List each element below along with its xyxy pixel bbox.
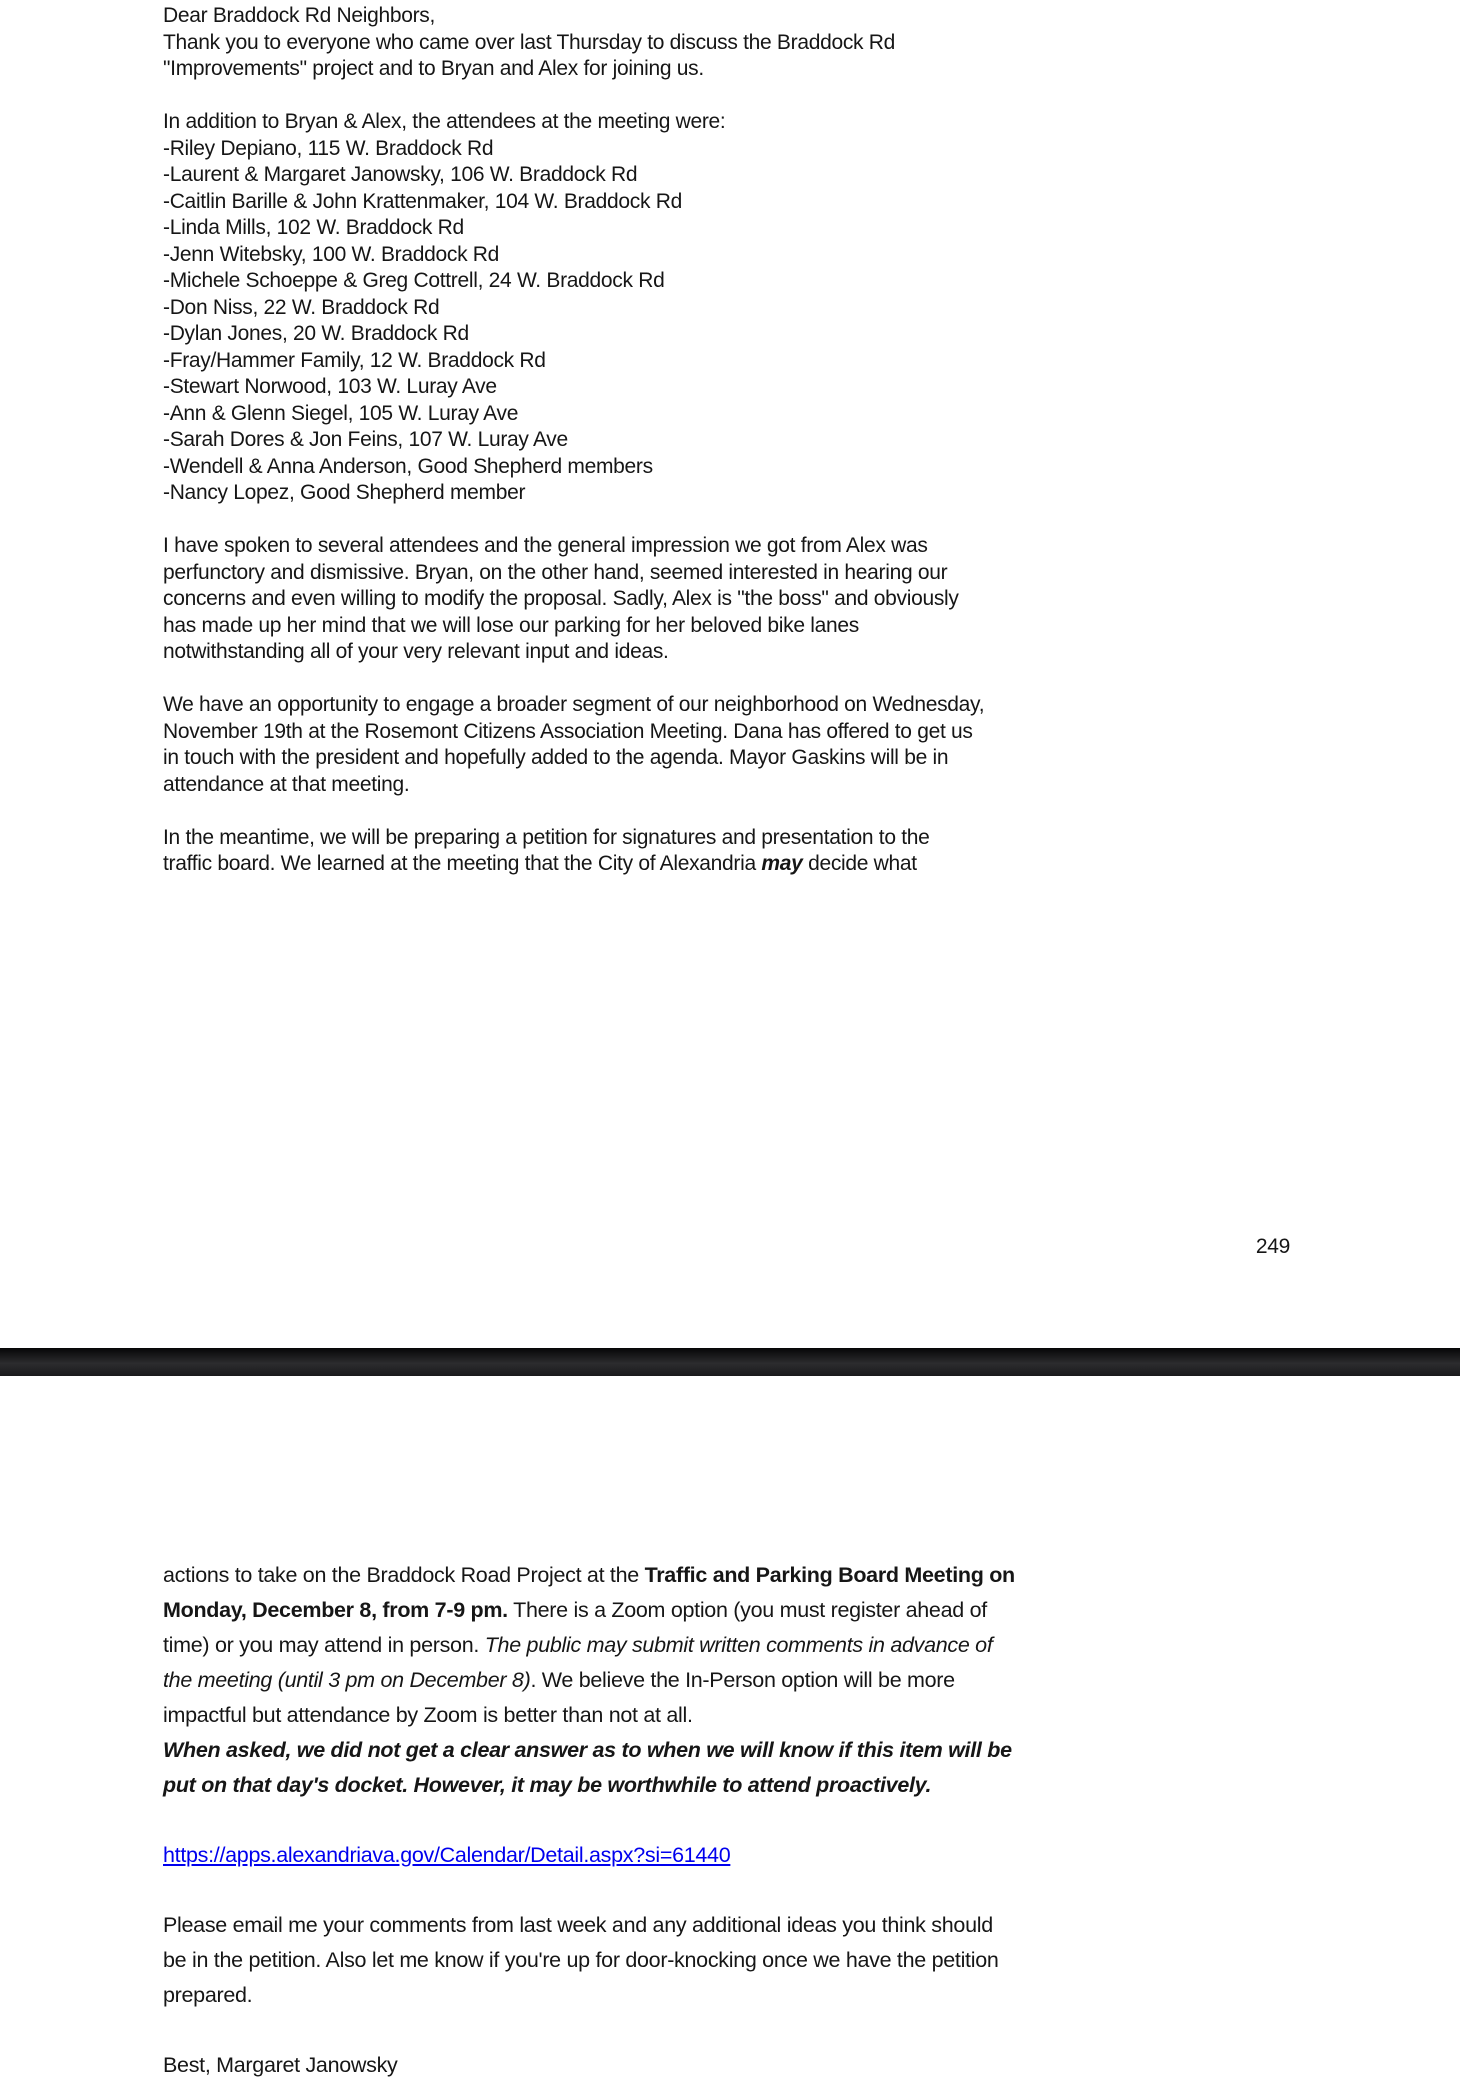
blank-line [163,666,1420,693]
attendee-list-item: -Stewart Norwood, 103 W. Luray Ave [163,375,497,398]
text-line: attendance at that meeting. [163,772,410,796]
bold-italic-text-run: When asked, we did not get a clear answer as to when we will know if this item will be [163,1738,1012,1762]
page-separator-bar [0,1348,1460,1376]
attendee-list-item: -Ann & Glenn Siegel, 105 W. Luray Ave [163,401,519,425]
attendee-list-item: -Riley Depiano, 115 W. Braddock Rd [163,136,494,160]
attendee-list-item: -Dylan Jones, 20 W. Braddock Rd [163,322,469,345]
text-line [163,1768,1420,1803]
text-run: There is a Zoom option (you must register ahead of [507,1598,987,1622]
attendees-heading-line: In addition to Bryan & Alex, the attendees at the meeting were: [163,110,726,133]
blank-line [163,83,1420,110]
blank-line [163,2013,1420,2048]
text-line: has made up her mind that we will lose our parking for her beloved bike lanes [163,613,859,637]
text-line: I have spoken to several attendees and the general impression we got from Alex was [163,534,928,557]
bold-text-run: Traffic and Parking Board Meeting on [644,1563,1015,1587]
text-line: concerns and even willing to modify the proposal. Sadly, Alex is "the boss" and obviously [163,587,959,610]
text-line [163,851,1420,878]
text-run: impactful but attendance by Zoom is better than not at all. [163,1703,693,1727]
text-line: perfunctory and dismissive. Bryan, on the other hand, seemed interested in hearing our [163,560,948,584]
text-line: "Improvements" project and to Bryan and Alex for joining us. [163,57,704,80]
blank-line [163,798,1420,825]
blank-line [163,507,1420,534]
text-line: Please email me your comments from last week and any additional ideas you think should [163,1913,993,1937]
text-run: actions to take on the Braddock Road Project at the [163,1563,645,1587]
italic-text-run: The public may submit written comments in advance of [484,1633,993,1657]
bold-text-run: Monday, December 8, from 7-9 pm. [163,1598,508,1622]
text-run: . We believe the In-Person option will be more [530,1668,955,1692]
page2-text-block [163,1558,1420,2083]
text-line: In the meantime, we will be preparing a petition for signatures and presentation to the [163,825,930,849]
page-number: 249 [1255,1235,1290,1258]
text-run: decide what [802,852,917,875]
attendee-list-item: -Nancy Lopez, Good Shepherd member [163,481,526,504]
text-line: be in the petition. Also let me know if you're up for door-knocking once we have the petition [163,1948,999,1972]
blank-line [163,1873,1420,1908]
attendee-list-item: -Jenn Witebsky, 100 W. Braddock Rd [163,242,500,266]
text-line [163,1733,1420,1768]
bold-italic-text-run: put on that day's docket. However, it may be worthwhile to attend proactively. [163,1773,932,1797]
attendee-list-item: -Sarah Dores & Jon Feins, 107 W. Luray Ave [163,428,568,451]
blank-line [163,1803,1420,1838]
text-run: time) or you may attend in person. [163,1633,485,1657]
text-line: in touch with the president and hopefully added to the agenda. Mayor Gaskins will be in [163,746,949,769]
text-line: Thank you to everyone who came over last Thursday to discuss the Braddock Rd [163,30,896,54]
text-line [163,1558,1420,1593]
attendee-list-item: -Laurent & Margaret Janowsky, 106 W. Braddock Rd [163,163,638,186]
attendee-list-item: -Wendell & Anna Anderson, Good Shepherd members [163,454,653,478]
calendar-detail-link[interactable]: https://apps.alexandriava.gov/Calendar/Detail.aspx?si=61440 [163,1843,731,1867]
salutation-line: Dear Braddock Rd Neighbors, [163,4,436,27]
text-line [163,1593,1420,1628]
page1-text-block [163,3,1420,878]
text-run: traffic board. We learned at the meeting that the City of Alexandria [163,852,762,875]
attendee-list-item: -Fray/Hammer Family, 12 W. Braddock Rd [163,348,546,372]
signature-line: Best, Margaret Janowsky [163,2053,398,2077]
text-line: prepared. [163,1983,253,2007]
text-line: notwithstanding all of your very relevant input and ideas. [163,640,669,663]
text-line [163,1663,1420,1698]
emphasized-text-run: may [761,852,803,875]
text-line [163,1698,1420,1733]
attendee-list-item: -Michele Schoeppe & Greg Cottrell, 24 W. Braddock Rd [163,269,665,292]
attendee-list-item: -Caitlin Barille & John Krattenmaker, 104 W. Braddock Rd [163,189,682,213]
attendee-list-item: -Linda Mills, 102 W. Braddock Rd [163,216,464,239]
text-line: We have an opportunity to engage a broader segment of our neighborhood on Wednesday, [163,693,985,716]
text-line: November 19th at the Rosemont Citizens Association Meeting. Dana has offered to get us [163,719,973,743]
link-line [163,1838,1420,1873]
attendee-list-item: -Don Niss, 22 W. Braddock Rd [163,295,440,319]
italic-text-run: the meeting (until 3 pm on December 8) [163,1668,531,1692]
text-line [163,1628,1420,1663]
